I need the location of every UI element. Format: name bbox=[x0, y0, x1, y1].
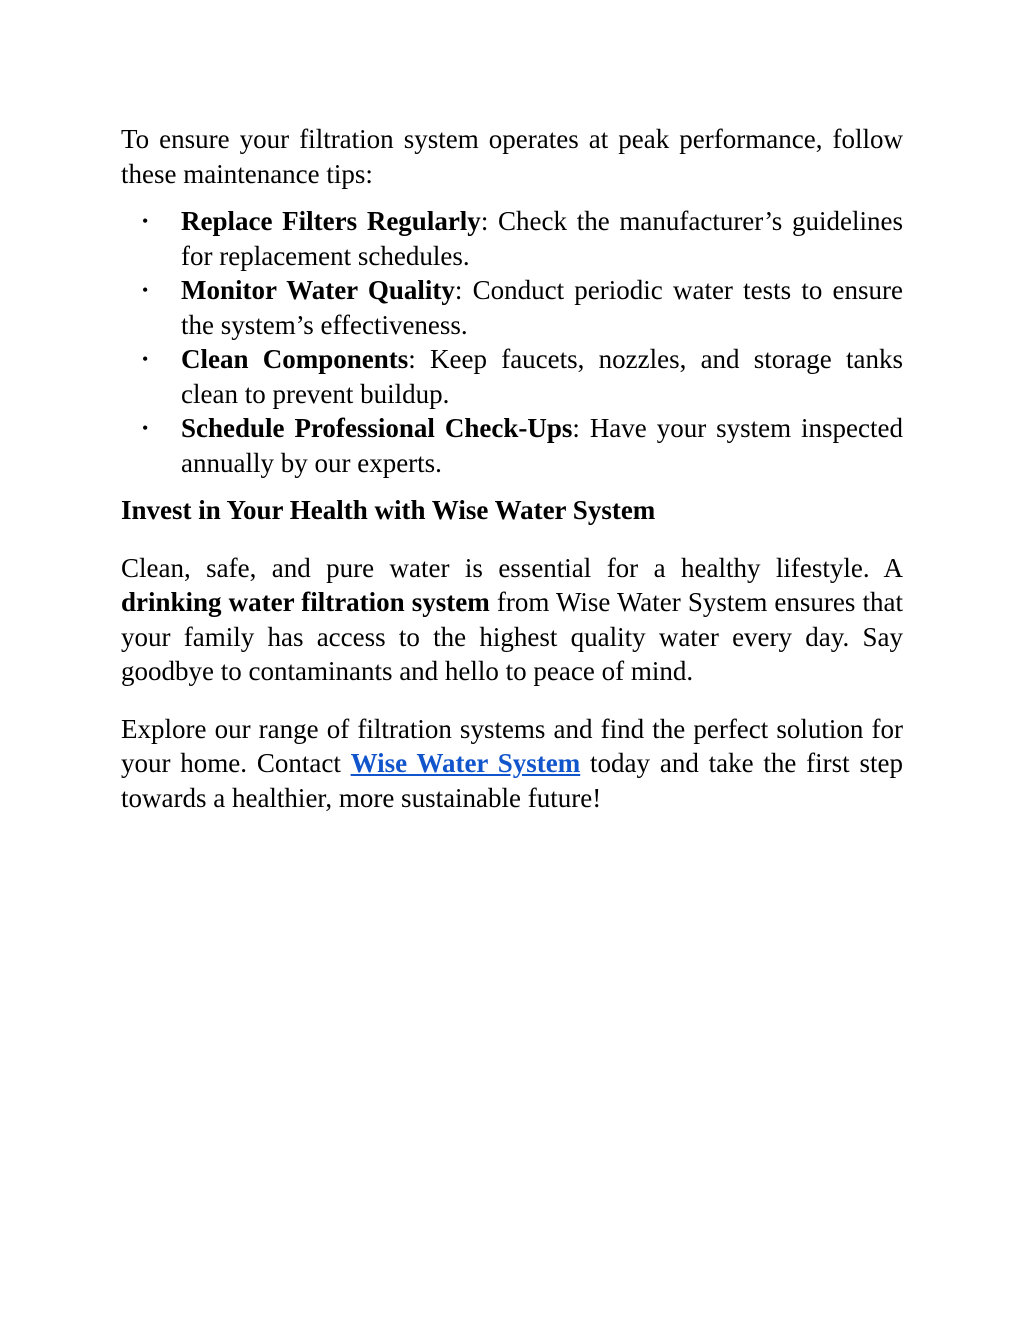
intro-paragraph: To ensure your filtration system operates at peak performance, follow these maintenance tips: bbox=[121, 124, 903, 189]
list-item bbox=[121, 342, 903, 411]
bullet-icon: • bbox=[142, 349, 149, 369]
list-item bbox=[121, 411, 903, 480]
list-item bbox=[121, 273, 903, 342]
maintenance-tips-list bbox=[121, 204, 903, 480]
document-content bbox=[121, 122, 903, 838]
tip-text: Keep faucets, nozzles, and storage tanks clean to prevent buildup. bbox=[181, 344, 903, 409]
tip-term: Replace Filters Regularly bbox=[181, 206, 481, 236]
bullet-icon: • bbox=[142, 211, 149, 231]
contact-paragraph bbox=[121, 712, 903, 816]
tip-text: Conduct periodic water tests to ensure the system’s effectiveness. bbox=[181, 275, 903, 340]
health-paragraph bbox=[121, 551, 903, 689]
tip-separator: : bbox=[454, 275, 473, 305]
contact-paragraph-text-end: today and take the first step towards a healthier, more sustainable future! bbox=[121, 748, 903, 813]
bullet-icon: • bbox=[142, 418, 149, 438]
tip-term: Monitor Water Quality bbox=[181, 275, 455, 305]
tip-term: Clean Components bbox=[181, 344, 409, 374]
tip-separator: : bbox=[408, 344, 430, 374]
wise-water-system-link[interactable]: Wise Water System bbox=[350, 748, 581, 778]
tip-text: Have your system inspected annually by our experts. bbox=[181, 413, 903, 478]
tip-separator: : bbox=[480, 206, 499, 236]
section-heading: Invest in Your Health with Wise Water System bbox=[121, 495, 656, 525]
contact-paragraph-text-start: Explore our range of filtration systems and find the perfect solution for your home. Contact bbox=[121, 713, 903, 778]
tip-text: Check the manufacturer’s guidelines for replacement schedules. bbox=[181, 206, 903, 271]
tip-term: Schedule Professional Check-Ups bbox=[181, 413, 573, 443]
product-emphasis: drinking water filtration system bbox=[121, 587, 490, 617]
bullet-icon: • bbox=[142, 280, 149, 300]
list-item bbox=[121, 204, 903, 273]
health-paragraph-text-end: from Wise Water System ensures that your family has access to the highest quality water every day. Say goodbye to contaminants and hello to peace of mind. bbox=[121, 587, 903, 686]
tip-separator: : bbox=[572, 413, 590, 443]
health-paragraph-text-start: Clean, safe, and pure water is essential for a healthy lifestyle. A bbox=[121, 552, 903, 583]
